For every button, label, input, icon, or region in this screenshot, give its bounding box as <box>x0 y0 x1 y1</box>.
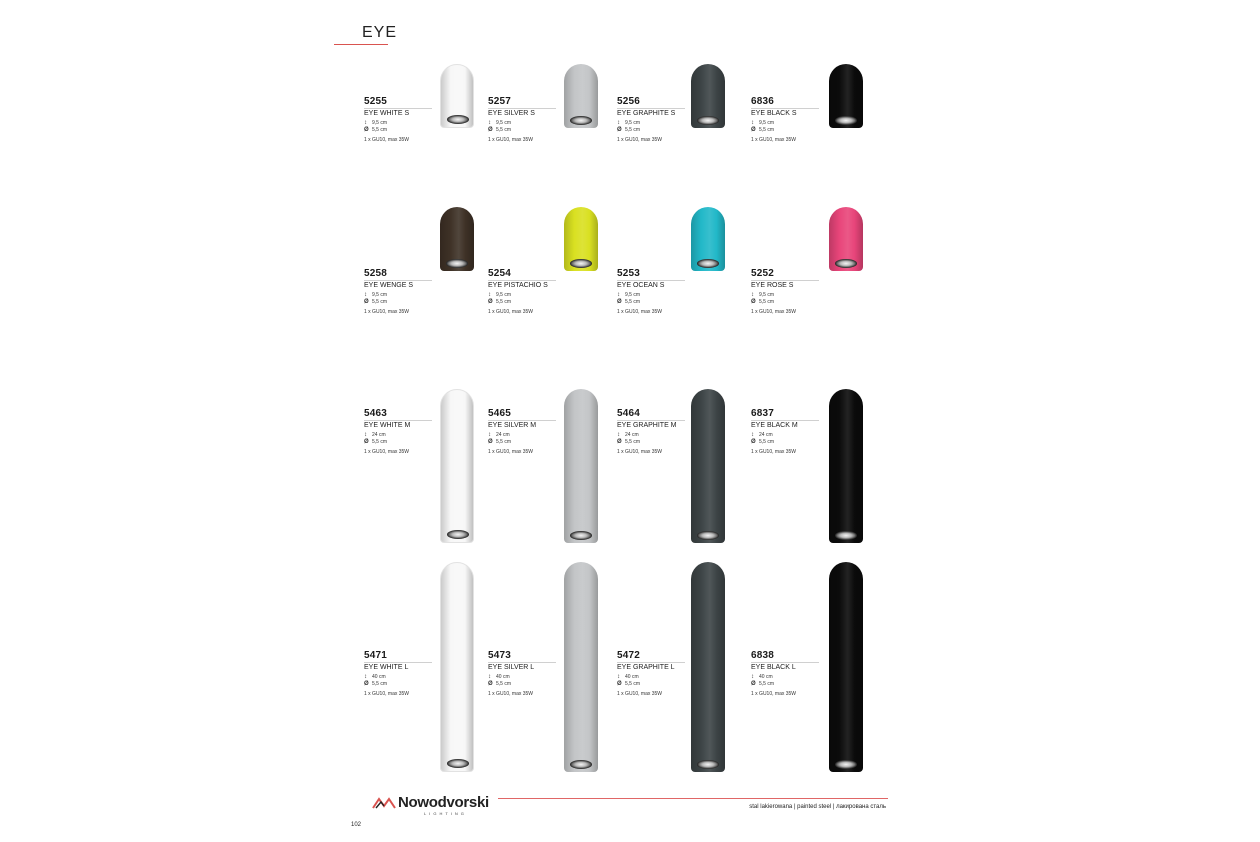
height-arrow-icon: ↕ <box>617 674 620 680</box>
product-card <box>751 96 871 156</box>
spec-diameter <box>617 127 640 133</box>
diameter-value: 5,5 cm <box>372 439 388 445</box>
product-name: EYE GRAPHITE L <box>617 664 675 671</box>
code-rule <box>751 662 819 663</box>
logo-text: Nowodvorski <box>398 794 489 811</box>
code-rule <box>488 662 556 663</box>
product-card <box>617 650 737 710</box>
bulb-spec: 1 x GU10, max 35W <box>617 137 663 143</box>
diameter-value: 5,5 cm <box>625 681 641 687</box>
lamp-opening <box>835 259 857 268</box>
height-arrow-icon: ↕ <box>364 674 367 680</box>
height-value: 24 cm <box>372 432 386 438</box>
diameter-icon: Ø <box>488 681 493 687</box>
bulb-spec: 1 x GU10, max 35W <box>364 137 410 143</box>
logo-subtitle: LIGHTING <box>424 811 467 816</box>
height-arrow-icon: ↕ <box>617 432 620 438</box>
product-code: 6838 <box>751 650 775 661</box>
diameter-icon: Ø <box>751 299 756 305</box>
lamp-opening <box>446 259 468 268</box>
spec-height <box>617 120 640 126</box>
product-code: 5473 <box>488 650 512 661</box>
spec-height <box>488 432 510 438</box>
spec-diameter <box>617 299 640 305</box>
height-value: 40 cm <box>496 674 510 680</box>
code-rule <box>488 108 556 109</box>
bulb-spec: 1 x GU10, max 35W <box>751 309 797 315</box>
code-rule <box>488 280 556 281</box>
diameter-icon: Ø <box>617 299 622 305</box>
product-name: EYE BLACK S <box>751 110 797 117</box>
diameter-value: 5,5 cm <box>625 127 641 133</box>
product-card <box>488 268 608 328</box>
height-value: 9,5 cm <box>372 120 388 126</box>
lamp-opening <box>447 530 469 539</box>
code-rule <box>364 420 432 421</box>
product-card <box>488 650 608 710</box>
diameter-value: 5,5 cm <box>625 299 641 305</box>
height-value: 9,5 cm <box>496 292 512 298</box>
height-arrow-icon: ↕ <box>488 432 491 438</box>
diameter-value: 5,5 cm <box>496 681 512 687</box>
diameter-value: 5,5 cm <box>759 439 775 445</box>
diameter-icon: Ø <box>364 439 369 445</box>
spec-height <box>364 432 386 438</box>
product-name: EYE SILVER L <box>488 664 535 671</box>
height-arrow-icon: ↕ <box>364 292 367 298</box>
product-card <box>617 268 737 328</box>
product-code: 6837 <box>751 408 775 419</box>
product-card <box>364 268 484 328</box>
bulb-spec: 1 x GU10, max 35W <box>751 449 797 455</box>
spec-height <box>751 432 773 438</box>
code-rule <box>617 280 685 281</box>
lamp-opening <box>835 531 857 540</box>
product-code: 5257 <box>488 96 512 107</box>
product-name: EYE GRAPHITE S <box>617 110 676 117</box>
bulb-spec: 1 x GU10, max 35W <box>488 309 534 315</box>
product-name: EYE PISTACHIO S <box>488 282 548 289</box>
height-value: 24 cm <box>759 432 773 438</box>
page-title: EYE <box>362 24 398 41</box>
product-code: 5253 <box>617 268 641 279</box>
height-value: 9,5 cm <box>625 292 641 298</box>
spec-height <box>751 674 773 680</box>
spec-diameter <box>364 681 387 687</box>
lamp-opening <box>570 760 592 769</box>
height-arrow-icon: ↕ <box>488 120 491 126</box>
height-arrow-icon: ↕ <box>488 292 491 298</box>
bulb-spec: 1 x GU10, max 35W <box>617 449 663 455</box>
spec-diameter <box>751 127 774 133</box>
footer-rule <box>498 798 888 799</box>
bulb-spec: 1 x GU10, max 35W <box>751 691 797 697</box>
code-rule <box>751 280 819 281</box>
spec-height <box>751 120 774 126</box>
product-card <box>617 96 737 156</box>
product-card <box>617 408 737 468</box>
diameter-value: 5,5 cm <box>496 127 512 133</box>
diameter-value: 5,5 cm <box>372 299 388 305</box>
spec-height <box>488 292 511 298</box>
product-name: EYE OCEAN S <box>617 282 665 289</box>
product-name: EYE BLACK M <box>751 422 798 429</box>
product-card <box>488 96 608 156</box>
height-arrow-icon: ↕ <box>364 432 367 438</box>
code-rule <box>617 420 685 421</box>
code-rule <box>364 280 432 281</box>
product-code: 5464 <box>617 408 641 419</box>
diameter-icon: Ø <box>364 681 369 687</box>
code-rule <box>488 420 556 421</box>
lamp-opening <box>697 531 719 540</box>
code-rule <box>751 420 819 421</box>
height-value: 9,5 cm <box>496 120 512 126</box>
diameter-value: 5,5 cm <box>496 299 512 305</box>
material-note: stal lakierowana | painted steel | лакирована сталь <box>749 804 886 810</box>
code-rule <box>617 108 685 109</box>
product-code: 5471 <box>364 650 388 661</box>
height-value: 9,5 cm <box>759 120 775 126</box>
diameter-icon: Ø <box>488 127 493 133</box>
product-name: EYE BLACK L <box>751 664 796 671</box>
bulb-spec: 1 x GU10, max 35W <box>617 691 663 697</box>
bulb-spec: 1 x GU10, max 35W <box>488 137 534 143</box>
product-name: EYE SILVER M <box>488 422 537 429</box>
lamp-opening <box>835 760 857 769</box>
title-underline <box>334 44 388 45</box>
spec-diameter <box>751 681 774 687</box>
product-code: 5465 <box>488 408 512 419</box>
spec-diameter <box>488 681 511 687</box>
lamp-opening <box>697 760 719 769</box>
product-name: EYE WENGE S <box>364 282 414 289</box>
product-code: 5255 <box>364 96 388 107</box>
lamp-image <box>691 207 725 271</box>
logo-mark-icon <box>372 796 396 810</box>
diameter-icon: Ø <box>617 439 622 445</box>
product-card <box>751 408 871 468</box>
spec-diameter <box>488 299 511 305</box>
diameter-value: 5,5 cm <box>372 127 388 133</box>
diameter-icon: Ø <box>751 439 756 445</box>
diameter-icon: Ø <box>751 681 756 687</box>
product-code: 5252 <box>751 268 775 279</box>
lamp-opening <box>447 759 469 768</box>
spec-height <box>364 120 387 126</box>
diameter-value: 5,5 cm <box>625 439 641 445</box>
height-value: 24 cm <box>625 432 639 438</box>
height-arrow-icon: ↕ <box>751 120 754 126</box>
spec-height <box>364 292 387 298</box>
diameter-icon: Ø <box>488 299 493 305</box>
brand-logo <box>372 794 492 818</box>
product-card <box>751 650 871 710</box>
lamp-image <box>440 207 474 271</box>
diameter-icon: Ø <box>488 439 493 445</box>
height-arrow-icon: ↕ <box>617 120 620 126</box>
product-name: EYE SILVER S <box>488 110 535 117</box>
diameter-icon: Ø <box>617 681 622 687</box>
page-number: 102 <box>351 822 362 828</box>
bulb-spec: 1 x GU10, max 35W <box>364 449 410 455</box>
spec-height <box>364 674 386 680</box>
product-card <box>364 96 484 156</box>
product-name: EYE GRAPHITE M <box>617 422 677 429</box>
code-rule <box>364 108 432 109</box>
height-arrow-icon: ↕ <box>364 120 367 126</box>
product-code: 6836 <box>751 96 775 107</box>
product-card <box>488 408 608 468</box>
height-arrow-icon: ↕ <box>617 292 620 298</box>
spec-diameter <box>617 439 640 445</box>
bulb-spec: 1 x GU10, max 35W <box>364 691 410 697</box>
product-card <box>751 268 871 328</box>
diameter-value: 5,5 cm <box>496 439 512 445</box>
spec-diameter <box>364 299 387 305</box>
bulb-spec: 1 x GU10, max 35W <box>364 309 410 315</box>
height-value: 9,5 cm <box>759 292 775 298</box>
product-name: EYE WHITE S <box>364 110 410 117</box>
product-card <box>364 650 484 710</box>
diameter-value: 5,5 cm <box>759 127 775 133</box>
height-arrow-icon: ↕ <box>488 674 491 680</box>
spec-height <box>751 292 774 298</box>
spec-height <box>617 432 639 438</box>
diameter-icon: Ø <box>364 127 369 133</box>
height-value: 40 cm <box>625 674 639 680</box>
height-arrow-icon: ↕ <box>751 292 754 298</box>
height-arrow-icon: ↕ <box>751 432 754 438</box>
bulb-spec: 1 x GU10, max 35W <box>617 309 663 315</box>
diameter-icon: Ø <box>617 127 622 133</box>
code-rule <box>617 662 685 663</box>
spec-diameter <box>364 127 387 133</box>
product-code: 5256 <box>617 96 641 107</box>
spec-diameter <box>751 299 774 305</box>
product-name: EYE WHITE M <box>364 422 411 429</box>
lamp-opening <box>570 259 592 268</box>
product-card <box>364 408 484 468</box>
product-code: 5254 <box>488 268 512 279</box>
spec-diameter <box>364 439 387 445</box>
product-code: 5258 <box>364 268 388 279</box>
spec-height <box>488 120 511 126</box>
diameter-icon: Ø <box>751 127 756 133</box>
spec-diameter <box>617 681 640 687</box>
product-name: EYE ROSE S <box>751 282 794 289</box>
spec-diameter <box>488 127 511 133</box>
lamp-opening <box>697 259 719 268</box>
code-rule <box>751 108 819 109</box>
bulb-spec: 1 x GU10, max 35W <box>488 449 534 455</box>
product-code: 5463 <box>364 408 388 419</box>
height-arrow-icon: ↕ <box>751 674 754 680</box>
spec-height <box>488 674 510 680</box>
height-value: 24 cm <box>496 432 510 438</box>
lamp-opening <box>570 531 592 540</box>
product-name: EYE WHITE L <box>364 664 409 671</box>
spec-diameter <box>751 439 774 445</box>
diameter-value: 5,5 cm <box>759 681 775 687</box>
height-value: 40 cm <box>759 674 773 680</box>
height-value: 9,5 cm <box>625 120 641 126</box>
spec-height <box>617 292 640 298</box>
diameter-value: 5,5 cm <box>372 681 388 687</box>
height-value: 9,5 cm <box>372 292 388 298</box>
diameter-value: 5,5 cm <box>759 299 775 305</box>
spec-height <box>617 674 639 680</box>
spec-diameter <box>488 439 511 445</box>
lamp-image <box>829 207 863 271</box>
bulb-spec: 1 x GU10, max 35W <box>488 691 534 697</box>
diameter-icon: Ø <box>364 299 369 305</box>
product-code: 5472 <box>617 650 641 661</box>
code-rule <box>364 662 432 663</box>
height-value: 40 cm <box>372 674 386 680</box>
lamp-image <box>564 207 598 271</box>
bulb-spec: 1 x GU10, max 35W <box>751 137 797 143</box>
